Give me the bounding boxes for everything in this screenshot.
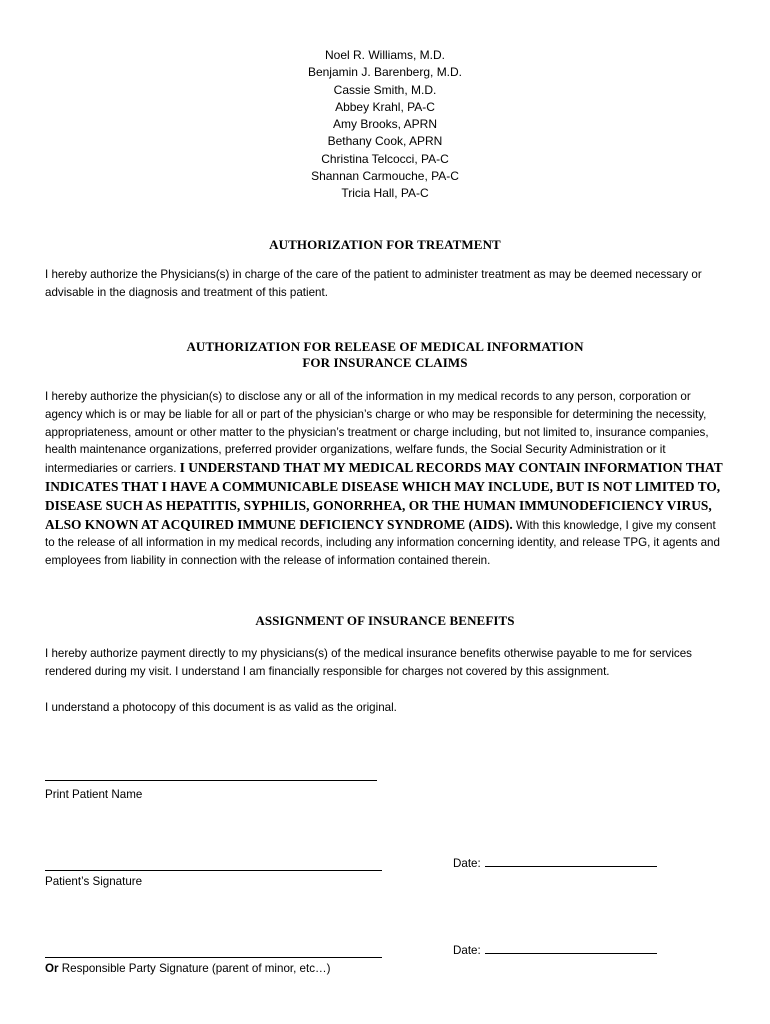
responsible-label-text: Responsible Party Signature (parent of minor, etc…): [61, 962, 331, 975]
provider-list: [0, 47, 770, 203]
date-label: Date:: [453, 857, 481, 870]
assignment-paragraph: I hereby authorize payment directly to my physicians(s) of the medical insurance benefits otherwise payable to me for services rendered during my visit. I understand I am financially responsible for charges not covered by this assignment.: [45, 647, 692, 678]
photocopy-statement: I understand a photocopy of this document is as valid as the original.: [45, 701, 397, 714]
responsible-date-line[interactable]: [485, 952, 657, 954]
assignment-heading: ASSIGNMENT OF INSURANCE BENEFITS: [255, 613, 515, 628]
provider-name: Shannan Carmouche, PA-C: [311, 169, 459, 184]
patient-signature-label: Patient’s Signature: [45, 875, 143, 888]
treatment-paragraph: I hereby authorize the Physicians(s) in charge of the care of the patient to administer treatment as may be deemed necessary or advisable in the diagnosis and treatment of this patient.: [45, 268, 702, 299]
treatment-heading: AUTHORIZATION FOR TREATMENT: [269, 237, 501, 252]
provider-name: Abbey Krahl, PA-C: [335, 99, 435, 114]
or-text: Or: [45, 962, 59, 975]
patient-signature-line[interactable]: [45, 870, 382, 871]
responsible-date-field: [453, 943, 657, 958]
responsible-signature-label: [45, 961, 330, 976]
release-text-part2: With this knowledge, I give my consent to the release of all information in my medical records, including any information concerning identity, and release TPG, it agents and employees from liability in connection with the release of information contained therein.: [45, 518, 720, 568]
provider-name: Noel R. Williams, M.D.: [324, 48, 445, 62]
release-text-part1: I hereby authorize the physician(s) to disclose any or all of the information in my medical records to any person, corporation or agency which is or may be liable for all or part of the physician’s charge or who may be responsible for determining the necessity, appropriateness, amount or other matter to the physician’s treatment or charge including, but not limited to, insurance companies, health maintenance organizations, preferred provider organizations, welfare funds, the Social Security Administration or it intermediaries or carriers.: [45, 390, 709, 476]
provider-name: Amy Brooks, APRN: [332, 117, 438, 132]
patient-date-field: [453, 856, 657, 871]
provider-name: Bethany Cook, APRN: [327, 134, 443, 149]
provider-name: Tricia Hall, PA-C: [341, 186, 429, 201]
release-text-caps: I UNDERSTAND THAT MY MEDICAL RECORDS MAY CONTAIN INFORMATION THAT INDICATES THAT I HAVE A COMMUNICABLE DISEASE WHICH MAY INCLUDE, BUT IS NOT LIMITED TO, DISEASE SUCH AS HEPATITIS, SYPHILIS, GONORRHEA, OR THE HUMAN IMMUNODEFICIENCY VIRUS, ALSO KNOWN AT ACQUIRED IMMUNE DEFICIENCY SYNDROME (AIDS).: [45, 460, 723, 532]
release-paragraph: [45, 388, 725, 570]
release-heading-line2: FOR INSURANCE CLAIMS: [302, 355, 468, 370]
patient-date-line[interactable]: [485, 865, 657, 867]
print-name-label: Print Patient Name: [45, 788, 143, 801]
release-heading-line1: AUTHORIZATION FOR RELEASE OF MEDICAL INFORMATION: [186, 339, 584, 354]
responsible-signature-line[interactable]: [45, 957, 382, 958]
provider-name: Cassie Smith, M.D.: [333, 82, 437, 97]
provider-name: Christina Telcocci, PA-C: [321, 151, 449, 166]
provider-name: Benjamin J. Barenberg, M.D.: [307, 65, 463, 80]
print-name-line[interactable]: [45, 780, 377, 781]
date-label: Date:: [453, 944, 481, 957]
